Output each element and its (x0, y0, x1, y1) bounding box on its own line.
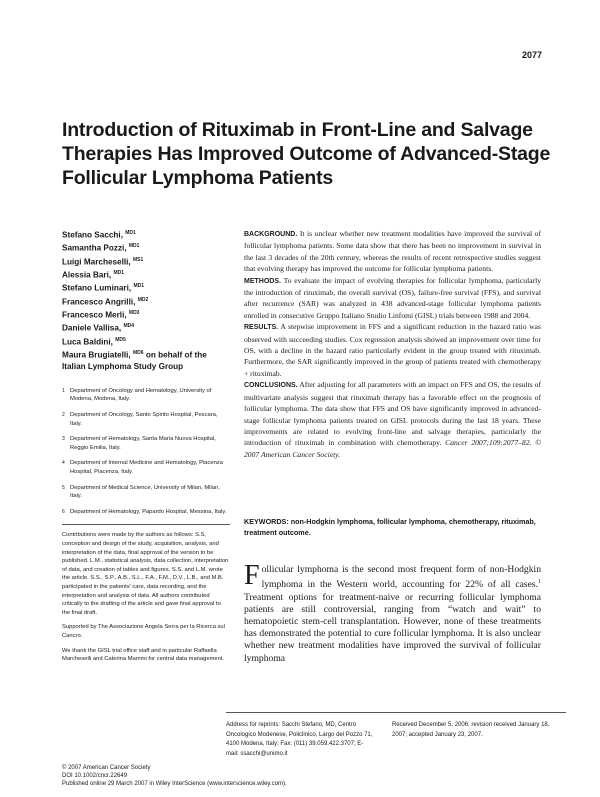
correspondence-block (226, 712, 566, 759)
support-note: Supported by The Associazione Angela Serra per la Ricerca sul Cancro. (62, 624, 225, 639)
abstract-conclusions: CONCLUSIONS. After adjusting for all parameters with an impact on FFS and OS, the results of multivariate analysis suggest that rituximab therapy has a favorable effect on the prognosis of follicular lymphoma. The data show that FFS and OS have significantly improved in advanced-stage follicular lymphoma patients treated on GISL protocols during the last 18 years. These improvements are related to evolving front-line and salvage therapies, particularly the introduction of rituximab in combination with chemotherapy. Cancer 2007;109:2077–82. © 2007 American Cancer Society. (244, 380, 541, 459)
affiliation-list (62, 387, 230, 517)
abstract-results: RESULTS. A stepwise improvement in FFS and a significant reduction in the hazard ratio was observed with succeeding studies. Cox regression analysis showed an improvement over time for OS, with a decline in the hazard ratio particularly evident in the group treated with rituximab. Furthermore, the SAR significantly improved in the group of patients treated with chemotherapy + rituximab. (244, 322, 542, 378)
affiliation: 3 Department of Hematology, Santa Maria Nuova Hospital, Reggio Emilia, Italy. (62, 436, 216, 451)
footer-published: Published online 29 March 2007 in Wiley InterScience (www.interscience.wiley.com). (62, 781, 287, 788)
citation-journal: Cancer (445, 438, 468, 448)
author: Luigi Marcheselli, $^{MS1}$ (62, 256, 144, 267)
affiliation: 6 Department of Hematology, Papardo Hospital, Messina, Italy. (62, 508, 227, 515)
divider (62, 524, 230, 525)
author: Alessia Bari, $^{MD1}$ (62, 269, 124, 280)
affiliation: 4 Department of Internal Medicine and Hematology, Piacenza Hospital, Piacenza, Italy. (62, 460, 223, 476)
abstract-methods: METHODS. To evaluate the impact of evolving therapies for follicular lymphoma, particularly the introduction of rituximab, the overall survival (OS), failure-free survival (FFS), and survival after recurrence (SAR) was analyzed in 438 advanced-stage follicular lymphoma patients enrolled in consecutive Gruppo Italiano Studio Linfomi (GISL) trials between 1988 and 2004. (244, 275, 541, 320)
contributions-note: Contributions were made by the authors as follows: S.S, conception and design of the study, acquisition, analysis, and interpretation of the data, final approval of the version to be published. L.M., statistical analysis, data collection, interpretation of data, and creation of tables and figures. S.S. and L.M. wrote the article. S.S., S.P., A.B., S.L., F.A., F.M., D.V., L.B., and M.B. participated in the patients' care, data recording, and the interpretation and analysis of data. All authors contributed critically to the drafting of the article and gave final approval to the final draft. (62, 532, 229, 616)
author-column (62, 228, 230, 670)
author: Francesco Merli, $^{MD3}$ (62, 309, 140, 320)
footer-copyright: © 2007 American Cancer Society (62, 765, 151, 771)
affiliation: 1 Department of Oncology and Hematology, University of Modena, Modena, Italy. (62, 387, 212, 403)
abstract-background: BACKGROUND. It is unclear whether new treatment modalities have improved the survival of follicular lymphoma patients. Some data show that there has been no improvement in survival in the last 3 decades of the 20th century, whereas the results of recent retrospective studies suggest that evolving therapy has improved the outcome for follicular lymphoma patients. (244, 229, 541, 274)
drop-cap: F (244, 560, 260, 591)
affiliation: 5 Department of Medical Science, University of Milan, Milan, Italy. (62, 484, 220, 500)
abstract (244, 228, 541, 460)
footer-doi: DOI 10.1002/cncr.22649 (62, 773, 128, 780)
author: Stefano Sacchi, $^{MD1}$ (62, 230, 136, 240)
author: Maura Brugiatelli, $^{MD6}$ on behalf of the Italian Lymphoma Study Group (62, 349, 207, 372)
citation-ref: 2007;109:2077–82. (471, 438, 532, 448)
introduction: Follicular lymphoma is the second most frequent form of non-Hodgkin lymphoma in the Western world, accounting for 22% of all cases.$^1$ Treatment options for treatment-naive or recurring follicular lymphoma patients are still controversial, ranging from “watch and wait” to hematopoietic stem-cell transplantation. However, none of these treatments has demonstrated the potential to cure follicular lymphoma. It is also unclear whether new treatment modalities have improved the survival of follicular lymphoma (244, 560, 541, 664)
article-title: Introduction of Rituximab in Front-Line and Salvage Therapies Has Improved Outcome of Advanced-Stage Follicular Lymphoma Patients (62, 119, 551, 189)
author: Luca Baldini, $^{MD5}$ (62, 336, 126, 347)
author: Samantha Pozzi, $^{MD1}$ (62, 243, 140, 254)
received-dates: Received December 5, 2006; revision received January 18, 2007; accepted January 23, 2007. (392, 722, 550, 738)
author: Francesco Angrilli, $^{MD2}$ (62, 296, 149, 307)
acknowledgment-note: We thank the GISL trial office staff and in particular Raffaella Marcheselli and Caterina Mammi for central data management. (62, 647, 225, 663)
page-number: 2077 (521, 50, 542, 60)
footer (62, 764, 362, 789)
keywords: KEYWORDS: non-Hodgkin lymphoma, follicular lymphoma, chemotherapy, rituximab, treatment outcome. (244, 517, 536, 537)
author: Daniele Vallisa, $^{MD4}$ (62, 323, 135, 334)
author: Stefano Luminari, $^{MD1}$ (62, 283, 144, 294)
reprint-address: Address for reprints: Sacchi Stefano, MD, Centro Oncologico Modenese, Policlinico, Largo del Pozzo 71, 4100 Modena, Italy; Fax: (011) 39.059.422.3707; E-mail: ssacchi@unimo.it (226, 722, 373, 757)
citation-copyright: © 2007 American Cancer Society. (244, 438, 541, 459)
affiliation: 2 Department of Oncology, Santo Spirito Hospital, Pescara, Italy. (62, 412, 218, 427)
